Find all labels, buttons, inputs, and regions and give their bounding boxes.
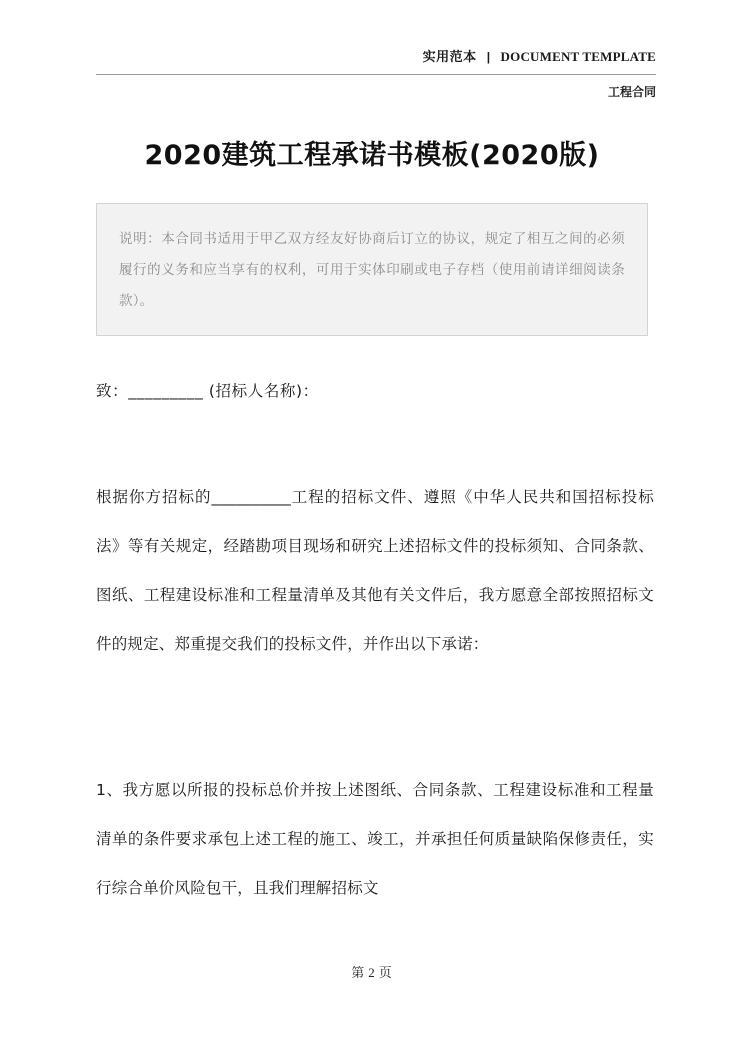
header-divider [96,74,656,75]
header-brand-row [96,46,656,65]
header-category: 工程合同 [607,85,656,99]
page-title: 2020建筑工程承诺书模板(2020版) [144,140,600,171]
body-paragraph-1: 根据你方招标的__________工程的招标文件、遵照《中华人民共和国招标投标法》等有关规定，经踏勘项目现场和研究上述招标文件的投标须知、合同条款、图纸、工程建设标准和工程量清单及其他有关文件后，我方愿意全部按照招标文件的规定、郑重提交我们的投标文件，并作出以下承诺： [96,488,654,653]
note-box [96,203,648,336]
brand-name-cn: 实用范本 [422,50,477,65]
footer-prefix: 第 [351,966,366,981]
brand-separator: | [486,50,491,64]
page-header [96,46,656,100]
body-paragraph-2: 1、我方愿以所报的投标总价并按上述图纸、合同条款、工程建设标准和工程量清单的条件要求承包上述工程的施工、竣工，并承担任何质量缺陷保修责任，实行综合单价风险包干，且我们理解招标文 [96,781,654,897]
footer-page-number: 2 [368,965,376,980]
salutation-paragraph: 致：_________ (招标人名称)： [96,382,319,400]
brand-name-en: DOCUMENT TEMPLATE [500,49,656,64]
page-footer [0,962,744,981]
note-text: 说明：本合同书适用于甲乙双方经友好协商后订立的协议，规定了相互之间的必须履行的义务和应当享有的权利，可用于实体印刷或电子存档（使用前请详细阅读条款）。 [119,231,625,309]
footer-suffix: 页 [378,966,393,981]
